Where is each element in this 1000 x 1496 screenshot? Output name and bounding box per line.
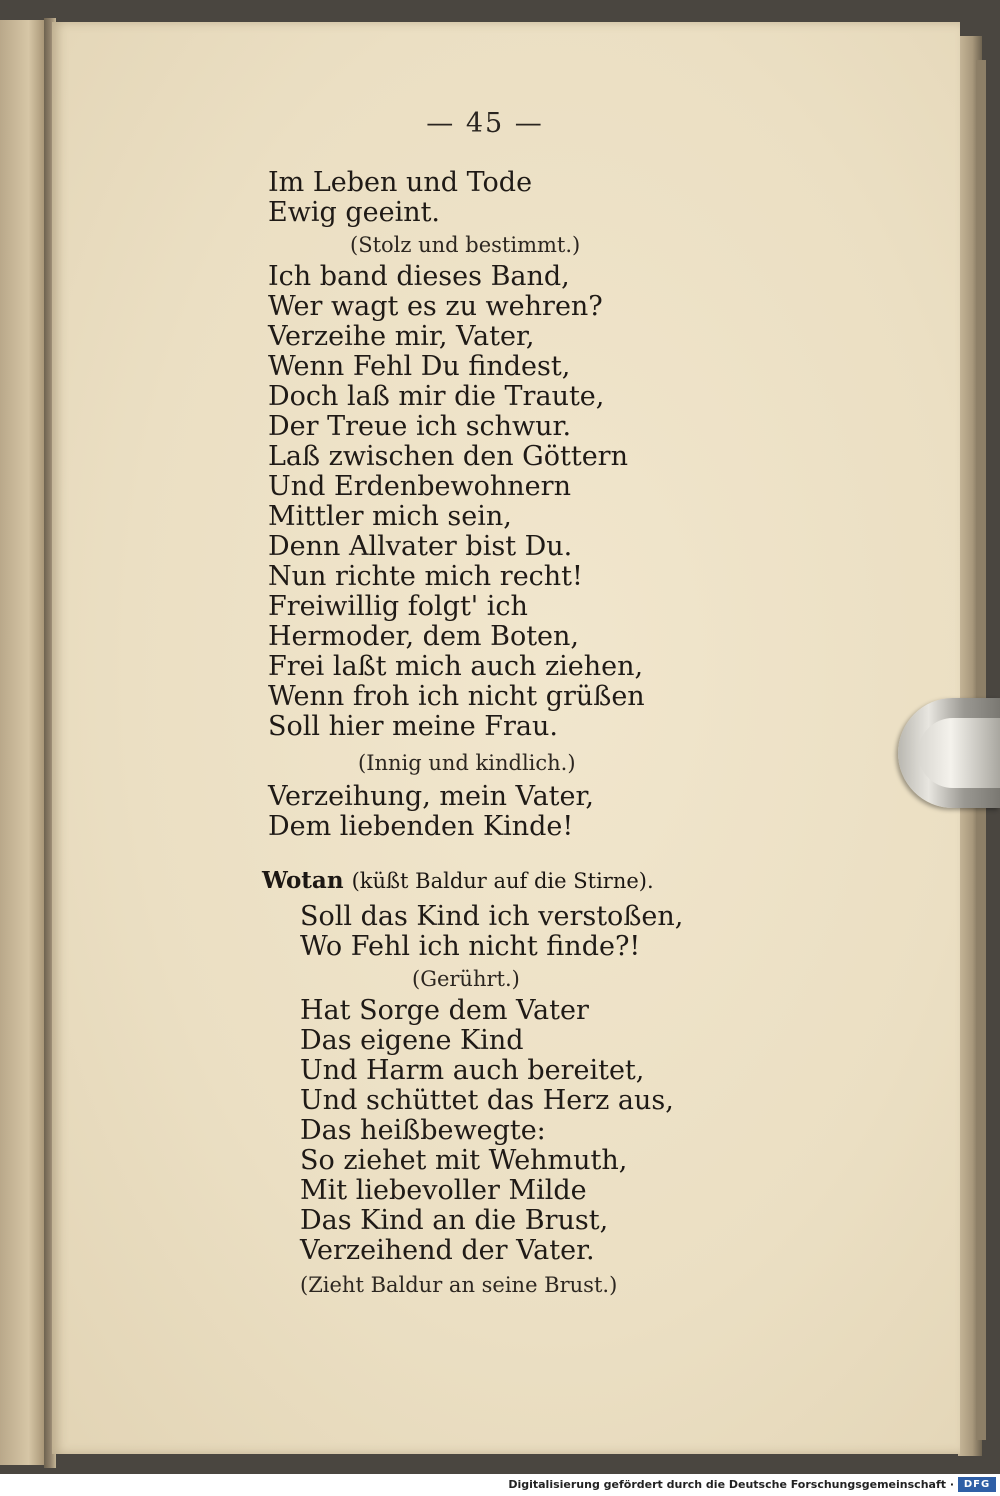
verse-line: Verzeihe mir, Vater, (268, 321, 535, 352)
verse-line: Wenn Fehl Du findest, (268, 351, 571, 382)
verse-line: Und schüttet das Herz aus, (300, 1085, 674, 1116)
stage-direction: (Zieht Baldur an seine Brust.) (300, 1273, 618, 1297)
stage-direction: (Gerührt.) (412, 967, 520, 991)
stage-direction: (Stolz und bestimmt.) (350, 233, 581, 257)
verse-line: Das eigene Kind (300, 1025, 524, 1056)
verse-line: Wer wagt es zu wehren? (268, 291, 603, 322)
verse-line: Ewig geeint. (268, 197, 441, 228)
stage-direction: (Innig und kindlich.) (358, 751, 576, 775)
verse-line: Nun richte mich recht! (268, 561, 583, 592)
verse-line: Hermoder, dem Boten, (268, 621, 580, 652)
verse-line: Mit liebevoller Milde (300, 1175, 587, 1206)
verse-line: Hat Sorge dem Vater (300, 995, 589, 1026)
verse-line: Soll das Kind ich verstoßen, (300, 901, 684, 932)
verse-line: Verzeihung, mein Vater, (268, 781, 595, 812)
speaker-stage-direction: (küßt Baldur auf die Stirne). (351, 869, 654, 893)
speaker-heading (262, 866, 654, 896)
verse-line: Verzeihend der Vater. (300, 1235, 595, 1266)
verse-line: Freiwillig folgt' ich (268, 591, 528, 622)
verse-line: Denn Allvater bist Du. (268, 531, 573, 562)
verse-line: Doch laß mir die Traute, (268, 381, 605, 412)
page-number: — 45 — (426, 108, 544, 139)
verse-line: Wenn froh ich nicht grüßen (268, 681, 645, 712)
verse-line: Ich band dieses Band, (268, 261, 570, 292)
verse-line: Und Harm auch bereitet, (300, 1055, 645, 1086)
verse-line: Mittler mich sein, (268, 501, 512, 532)
verse-line: Frei laßt mich auch ziehen, (268, 651, 644, 682)
verse-line: Und Erdenbewohnern (268, 471, 571, 502)
page-clip-highlight (918, 718, 1000, 788)
verse-line: Laß zwischen den Göttern (268, 441, 628, 472)
verse-line: Dem liebenden Kinde! (268, 811, 574, 842)
speaker-name: Wotan (262, 867, 344, 894)
funding-notice: Digitalisierung gefördert durch die Deutsche Forschungsgemeinschaft · (508, 1478, 954, 1491)
verse-line: Der Treue ich schwur. (268, 411, 572, 442)
verse-line: Im Leben und Tode (268, 167, 533, 198)
verse-line: Wo Fehl ich nicht finde?! (300, 931, 641, 962)
verse-line: So ziehet mit Wehmuth, (300, 1145, 628, 1176)
verse-line: Das Kind an die Brust, (300, 1205, 609, 1236)
verse-line: Soll hier meine Frau. (268, 711, 558, 742)
verse-line: Das heißbewegte: (300, 1115, 546, 1146)
dfg-logo: DFG (958, 1477, 996, 1492)
